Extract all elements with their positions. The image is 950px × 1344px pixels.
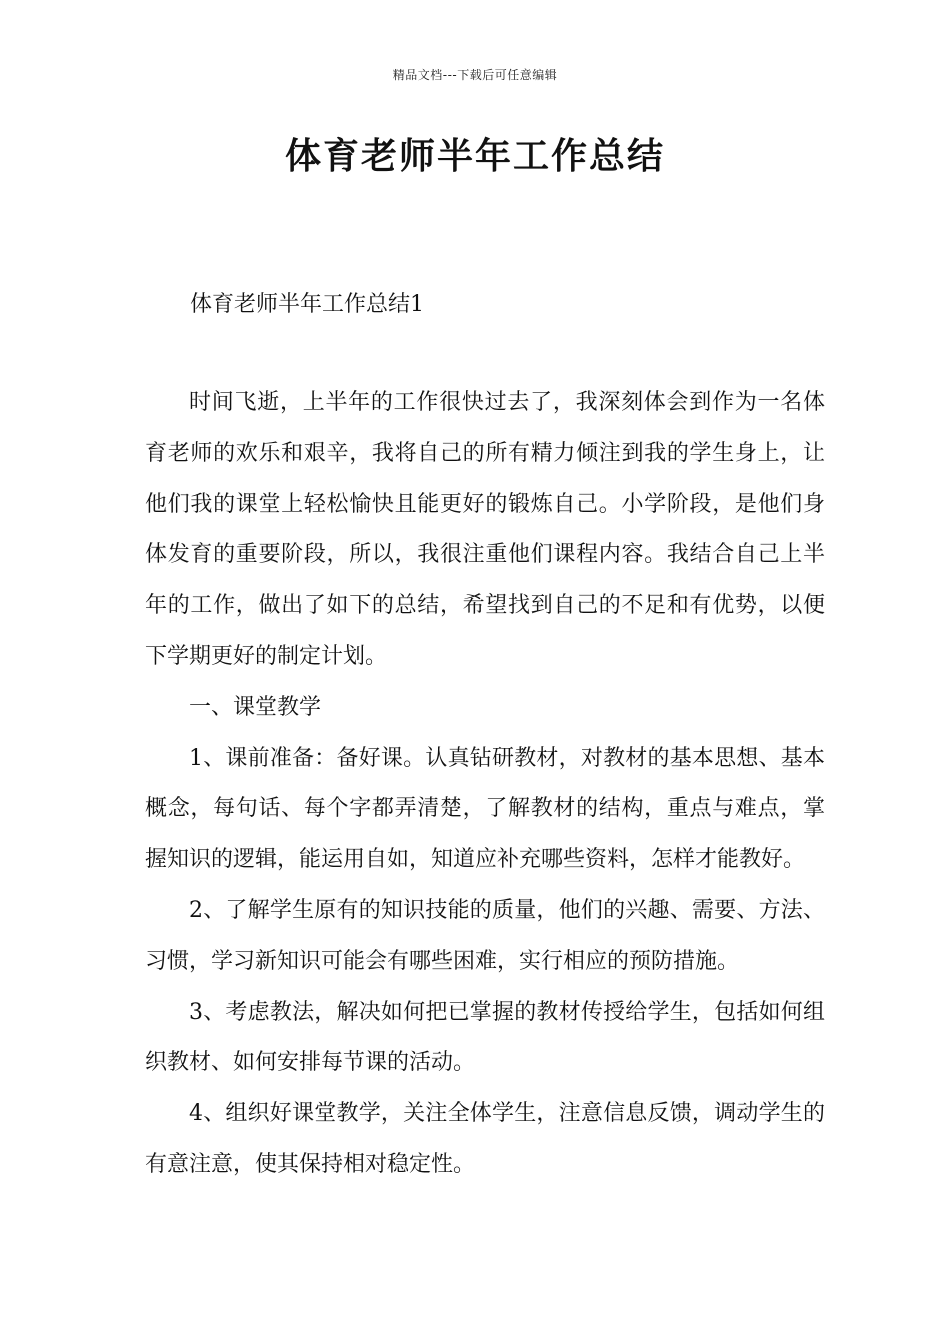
paragraph-item-2: 2、了解学生原有的知识技能的质量，他们的兴趣、需要、方法、习惯，学习新知识可能会有哪些困难，实行相应的预防措施。 xyxy=(145,897,825,974)
paragraph-classroom-teaching-heading: 一、课堂教学 xyxy=(189,694,322,720)
section-heading: 体育老师半年工作总结1 xyxy=(190,292,424,317)
document-title: 体育老师半年工作总结 xyxy=(284,136,665,177)
paragraph-intro: 时间飞逝，上半年的工作很快过去了，我深刻体会到作为一名体育老师的欢乐和艰辛，我将自己的所有精力倾注到我的学生身上，让他们我的课堂上轻松愉快且能更好的锻炼自己。小学阶段，是他们身体发育的重要阶段，所以，我很注重他们课程内容。我结合自己上半年的工作，做出了如下的总结，希望找到自己的不足和有优势，以便下学期更好的制定计划。 xyxy=(145,390,825,669)
header-note: 精品文档---下载后可任意编辑 xyxy=(392,68,558,82)
document-body xyxy=(145,378,825,1191)
paragraph-item-1: 1、课前准备：备好课。认真钻研教材，对教材的基本思想、基本概念，每句话、每个字都弄清楚，了解教材的结构，重点与难点，掌握知识的逻辑，能运用自如，知道应补充哪些资料，怎样才能教好。 xyxy=(145,745,825,873)
paragraph-item-4: 4、组织好课堂教学，关注全体学生，注意信息反馈，调动学生的有意注意，使其保持相对稳定性。 xyxy=(145,1101,825,1177)
paragraph-item-3: 3、考虑教法，解决如何把已掌握的教材传授给学生，包括如何组织教材、如何安排每节课的活动。 xyxy=(145,999,825,1076)
